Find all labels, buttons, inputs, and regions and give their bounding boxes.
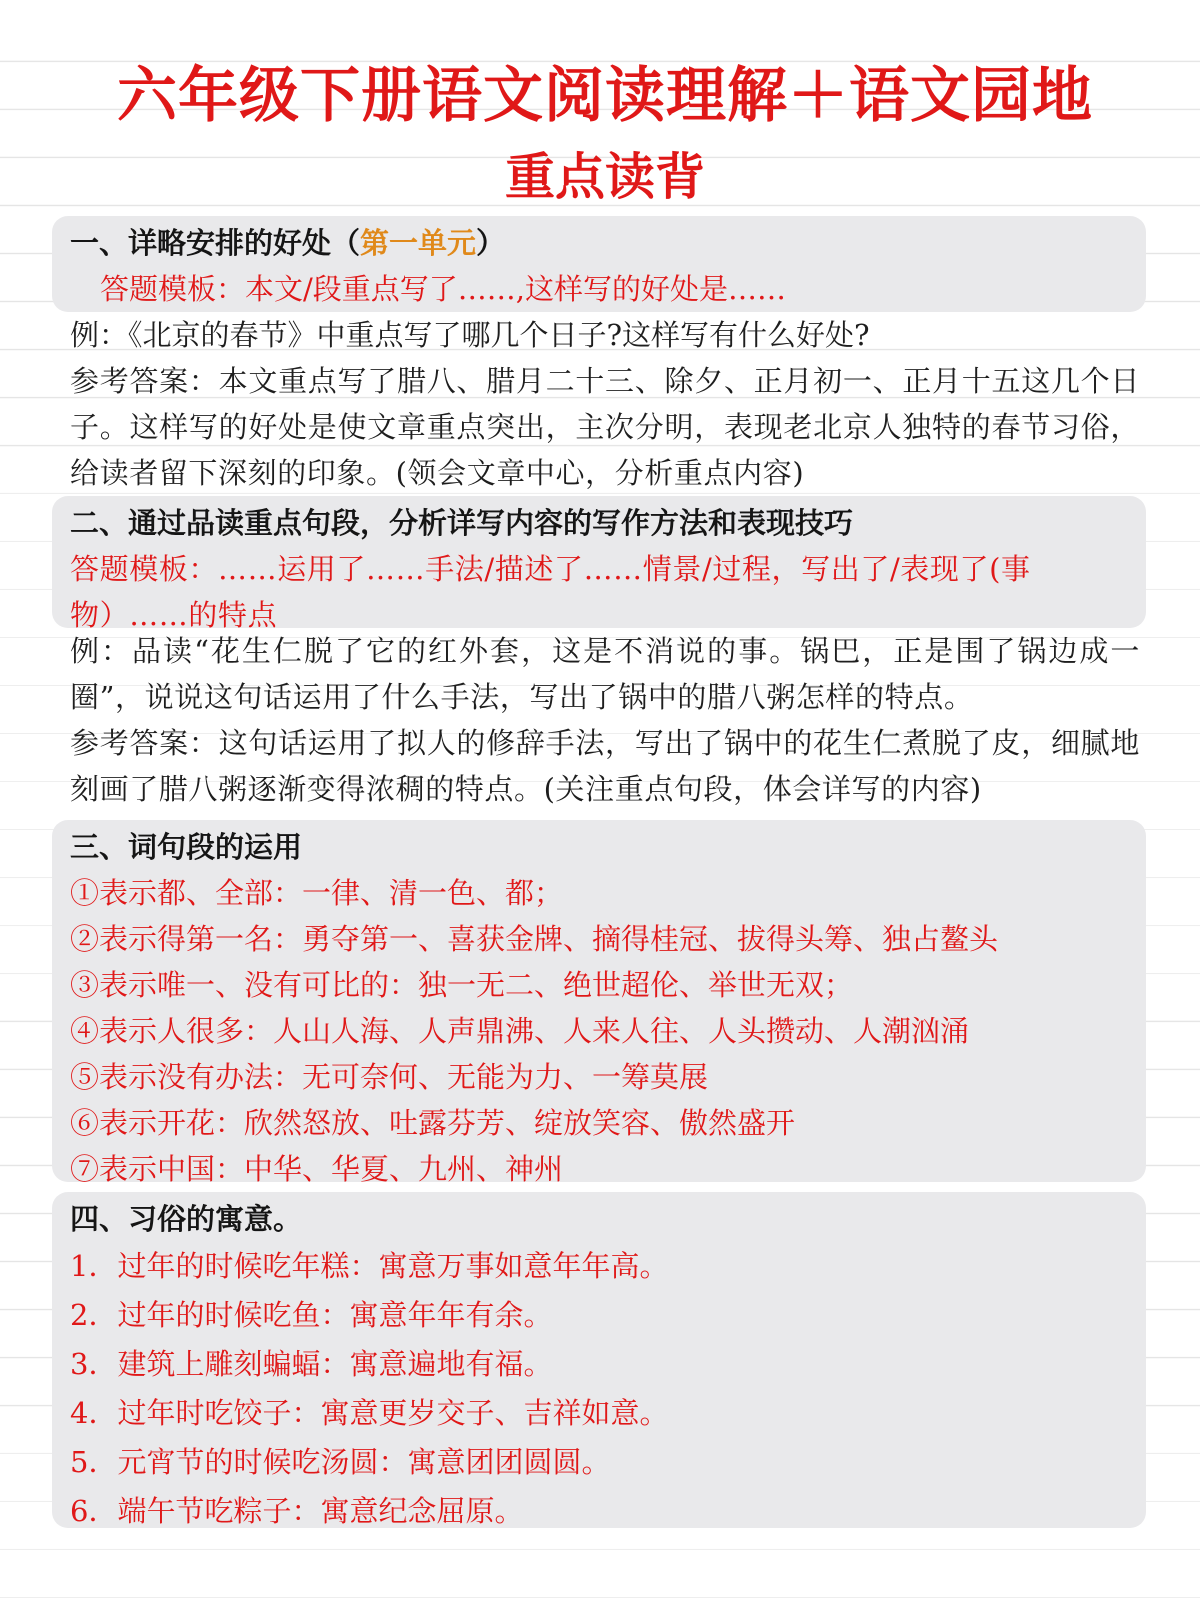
list-item: 6．端午节吃粽子：寓意纪念屈原。 <box>70 1494 524 1528</box>
list-item: ⑥表示开花：欣然怒放、吐露芬芳、绽放笑容、傲然盛开 <box>70 1106 796 1140</box>
list-item: 1．过年的时候吃年糕：寓意万事如意年年高。 <box>70 1249 669 1283</box>
section-1-template: 答题模板：本文/段重点写了……,这样写的好处是…… <box>100 272 786 306</box>
section-4-heading: 四、习俗的寓意。 <box>70 1202 303 1236</box>
section-1-unit-highlight: 第一单元 <box>360 226 477 260</box>
section-3-box <box>52 820 1146 1186</box>
section-2-heading: 二、通过品读重点句段，分析详写内容的写作方法和表现技巧 <box>70 506 854 540</box>
section-1-answer: 参考答案：本文重点写了腊八、腊月二十三、除夕、正月初一、正月十五这几个日子。这样写的好处是使文章重点突出，主次分明，表现老北京人独特的春节习俗，给读者留下深刻的印象。(领会文章中心，分析重点内容) <box>70 364 1140 490</box>
list-item: 2．过年的时候吃鱼：寓意年年有余。 <box>70 1298 553 1332</box>
section-1-heading-suffix: ） <box>476 226 506 260</box>
section-1-heading-prefix: 一、详略安排的好处（ <box>70 226 361 260</box>
list-item: 4．过年时吃饺子：寓意更岁交子、吉祥如意。 <box>70 1396 669 1430</box>
section-2-answer: 参考答案：这句话运用了拟人的修辞手法，写出了锅中的花生仁煮脱了皮，细腻地刻画了腊八粥逐渐变得浓稠的特点。(关注重点句段，体会详写的内容) <box>70 726 1140 806</box>
page-subtitle: 重点读背 <box>505 148 705 206</box>
section-4-box <box>52 1192 1146 1528</box>
list-item: ③表示唯一、没有可比的：独一无二、绝世超伦、举世无双； <box>70 968 854 1002</box>
list-item: ⑦表示中国：中华、华夏、九州、神州 <box>70 1152 564 1186</box>
section-2-template: 答题模板：……运用了……手法/描述了……情景/过程，写出了/表现了(事物）……的特点 <box>70 552 1031 632</box>
page-title: 六年级下册语文阅读理解＋语文园地 <box>117 61 1093 131</box>
section-1-header-box <box>52 216 1146 312</box>
list-item: ⑤表示没有办法：无可奈何、无能为力、一筹莫展 <box>70 1060 709 1094</box>
section-2-header-box <box>52 496 1146 632</box>
list-item: ①表示都、全部：一律、清一色、都； <box>70 876 564 910</box>
list-item: 5．元宵节的时候吃汤圆：寓意团团圆圆。 <box>70 1445 611 1479</box>
list-item: 3．建筑上雕刻蝙蝠：寓意遍地有福。 <box>70 1347 553 1381</box>
list-item: ④表示人很多：人山人海、人声鼎沸、人来人往、人头攒动、人潮汹涌 <box>70 1014 970 1048</box>
section-3-heading: 三、词句段的运用 <box>70 830 303 864</box>
section-2-example: 例：品读“花生仁脱了它的红外套，这是不消说的事。锅巴，正是围了锅边成一圈”，说说这句话运用了什么手法，写出了锅中的腊八粥怎样的特点。 <box>70 634 1140 714</box>
section-1-heading <box>70 220 1128 266</box>
list-item: ②表示得第一名：勇夺第一、喜获金牌、摘得桂冠、拔得头筹、独占鳌头 <box>70 922 999 956</box>
section-1-example: 例：《北京的春节》中重点写了哪几个日子?这样写有什么好处? <box>70 318 870 352</box>
